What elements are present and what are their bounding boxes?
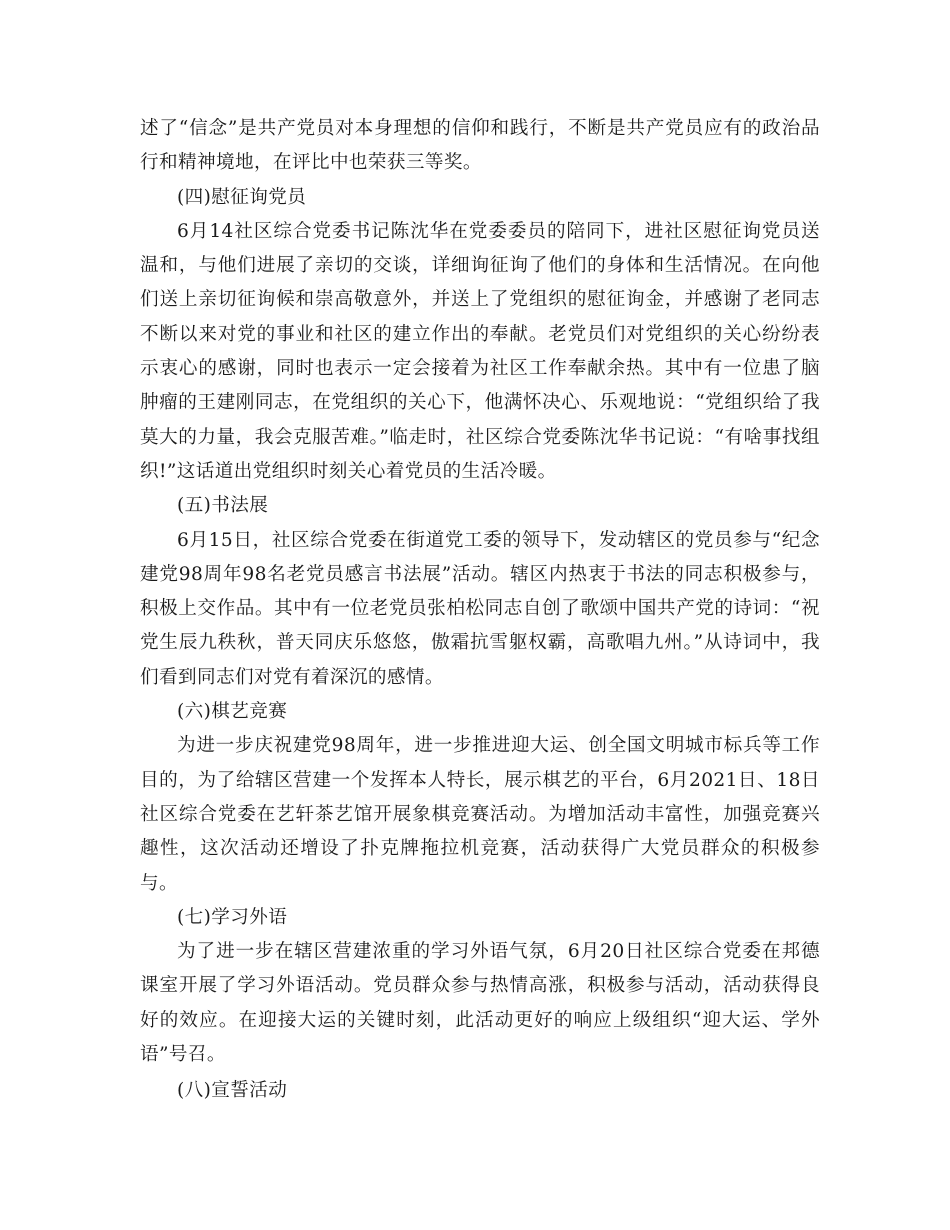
paragraph-visit-members: 6月14社区综合党委书记陈沈华在党委委员的陪同下，进社区慰征询党员送温和，与他们进展了亲切的交谈，详细询征询了他们的身体和生活情况。在向他们送上亲切征询候和崇高敬意外，并送上了党组织的慰征询金，并感谢了老同志不断以来对党的事业和社区的建立作出的奉献。老党员们对党组织的关心纷纷表示衷心的感谢，同时也表示一定会接着为社区工作奉献余热。其中有一位患了脑肿瘤的王建刚同志，在党组织的关心下，他满怀决心、乐观地说：“党组织给了我莫大的力量，我会克服苦难。”临走时，社区综合党委陈沈华书记说：“有啥事找组织!”这话道出党组织时刻关心着党员的生活冷暖。 [140,220,820,482]
section-heading-5: (五)书法展 [177,495,269,517]
paragraph-language: 为了进一步在辖区营建浓重的学习外语气氛，6月20日社区综合党委在邦德课室开展了学习外语活动。党员群众参与热情高涨，积极参与活动，活动获得良好的效应。在迎接大运的关键时刻，此活动更好的响应上级组织“迎大运、学外语”号召。 [140,941,820,1066]
document-page [140,112,820,1109]
paragraph-chess: 为进一步庆祝建党98周年，进一步推进迎大运、创全国文明城市标兵等工作目的，为了给辖区营建一个发挥本人特长，展示棋艺的平台，6月2021日、18日社区综合党委在艺轩茶艺馆开展象棋竞赛活动。为增加活动丰富性，加强竞赛兴趣性，这次活动还增设了扑克牌拖拉机竞赛，活动获得广大党员群众的积极参与。 [140,735,820,894]
paragraph-calligraphy: 6月15日，社区综合党委在街道党工委的领导下，发动辖区的党员参与“纪念建党98周年98名老党员感言书法展”活动。辖区内热衷于书法的同志积极参与，积极上交作品。其中有一位老党员张柏松同志自创了歌颂中国共产党的诗词：“祝党生辰九秩秋，普天同庆乐悠悠，傲霜抗雪躯权霸，高歌唱九州。”从诗词中，我们看到同志们对党有着深沉的感情。 [140,529,820,688]
section-heading-4: (四)慰征询党员 [177,186,307,208]
section-heading-7: (七)学习外语 [177,906,288,928]
section-heading-8: (八)宣誓活动 [177,1080,288,1102]
paragraph-continued: 述了“信念”是共产党员对本身理想的信仰和践行，不断是共产党员应有的政治品行和精神境地，在评比中也荣获三等奖。 [140,118,820,174]
section-heading-6: (六)棋艺竞赛 [177,701,288,723]
